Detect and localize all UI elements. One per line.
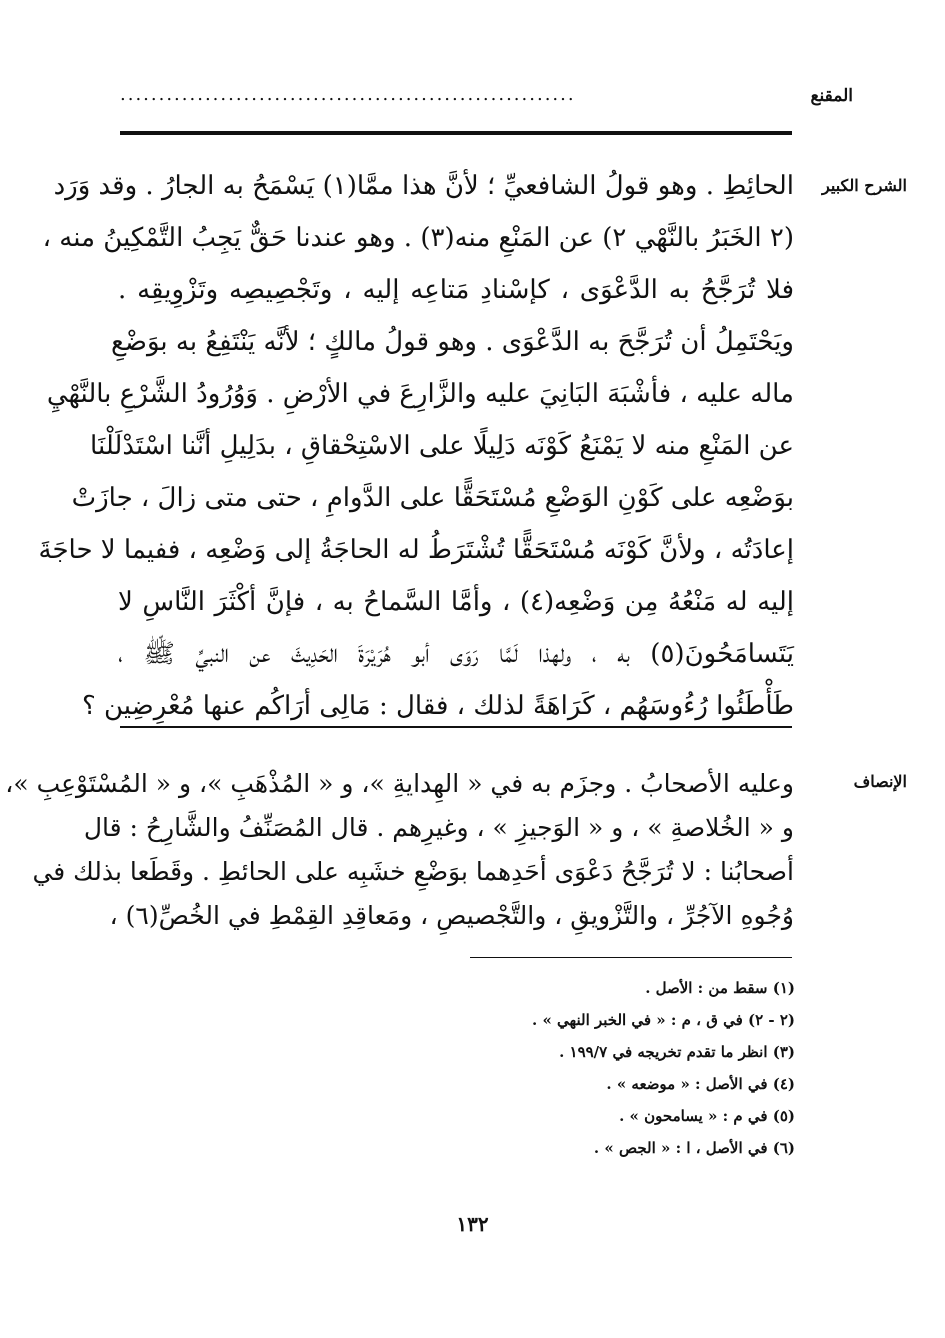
sharh-line: إليه له مَنْعُهُ مِن وَضْعِه(٤) ، وأمَّا السَّماحُ به ، فإنَّ أكْثَرَ النَّاسِ لا bbox=[118, 587, 795, 617]
footnote: (٥) في م : « يسامحون » . bbox=[619, 1107, 795, 1125]
footnote: (٤) في الأصل : « موضعه » . bbox=[606, 1075, 795, 1093]
sharh-line: فلا تُرَجَّحُ به الدَّعْوَى ، كإسْنادِ مَتاعِه إليه ، وتَجْصِيصِه وتَزْوِيقِه . bbox=[118, 275, 794, 305]
sharh-line: يَتَسامَحُونَ(٥) به ، ولهذا لَمَّا رَوَى أبو هُرَيْرَةَ الحَدِيثَ عن النبيِّ ﷺ ، bbox=[118, 639, 794, 669]
insaf-text-block bbox=[5, 762, 794, 938]
sharh-line: (٢ الخَبَرُ بالنَّهْي ٢) عن المَنْعِ منه(٣) . وهو عندنا حَقٌّ يَجِبُ التَّمْكِينُ منه ، bbox=[42, 223, 794, 253]
footnote: (٢ - ٢) في ق ، م : « في الخبر النهي » . bbox=[532, 1011, 795, 1029]
section-label-sharh: الشرح الكبير bbox=[822, 176, 907, 195]
sharh-line: عن المَنْعِ منه لا يَمْنَعُ كَوْنَه دَلِيلًا على الاسْتِحْقاقِ ، بدَلِيلِ أنَّنا اسْتَدْلَلْنَا bbox=[90, 431, 794, 461]
section-label-insaf: الإنصاف bbox=[853, 772, 907, 791]
sharh-line: طَأْطَئُوا رُءُوسَهُم ، كَرَاهَةً لذلك ، فقال : مَالِى أرَاكُم عنها مُعْرِضِين ؟ bbox=[81, 691, 794, 721]
footnotes-block bbox=[235, 972, 795, 1164]
footnote: (٦) في الأصل ، ا : « الجص » . bbox=[593, 1139, 795, 1157]
insaf-line: وعليه الأصحابُ . وجزَم به في « الهِدايةِ »، و « المُذْهَبِ »، و « المُسْتَوْعِبِ »، bbox=[5, 769, 794, 798]
sharh-text-block bbox=[38, 160, 795, 732]
running-header-title: المقنع bbox=[810, 86, 853, 106]
sharh-line: بوَضْعِه على كَوْنِ الوَضْعِ مُسْتَحَقًّا على الدَّوامِ ، حتى متى زالَ ، جازَتْ bbox=[71, 483, 794, 513]
header-rule bbox=[120, 131, 792, 135]
sharh-line: الحائِطِ . وهو قولُ الشافعيِّ ؛ لأنَّ هذا ممَّا(١) يَسْمَحُ به الجارُ . وقد وَرَد bbox=[53, 171, 794, 201]
footnote: (٣) انظر ما تقدم تخريجه في ١٩٩/٧ . bbox=[559, 1043, 795, 1061]
footnote: (١) سقط من : الأصل . bbox=[645, 979, 795, 997]
header-dot-leader: ........................................................... bbox=[120, 84, 576, 105]
footnote-separator bbox=[470, 957, 792, 958]
page-number: ١٣٢ bbox=[456, 1212, 489, 1236]
insaf-line: وُجُوهِ الآجُرِّ ، والتَّزْويقِ ، والتَّجْصيصِ ، ومَعاقِدِ القِمْطِ في الخُصِّ(٦) ، bbox=[109, 901, 794, 930]
insaf-line: أصحابُنا : لا تُرَجَّحُ دَعْوَى أحَدِهما بوَضْعِ خشَبِه على الحائطِ . وقَطَعا بذلك في bbox=[32, 857, 794, 886]
sharh-line: ويَحْتَمِلُ أن تُرَجَّحَ به الدَّعْوَى . وهو قولُ مالكٍ ؛ لأنَّه يَنْتَفِعُ به بوَضْعِ bbox=[111, 327, 794, 357]
sharh-line: إعادَتُه ، ولأنَّ كَوْنَه مُسْتَحَقًّا تُشْتَرَطُ له الحاجَةُ إلى وَضْعِه ، ففيما لا حاجَةَ bbox=[38, 535, 794, 565]
section-divider-rule bbox=[120, 726, 792, 728]
insaf-line: و « الخُلاصةِ » ، و « الوَجيزِ » ، وغيرِهم . قال المُصَنِّفُ والشَّارِحُ : قال bbox=[83, 813, 794, 842]
sharh-line: ماله عليه ، فأشْبَهَ البَانِيَ عليه والزَّارِعَ في الأرْضِ . وَوُرُودُ الشَّرْعِ بالنَّهْيِ bbox=[46, 379, 794, 409]
